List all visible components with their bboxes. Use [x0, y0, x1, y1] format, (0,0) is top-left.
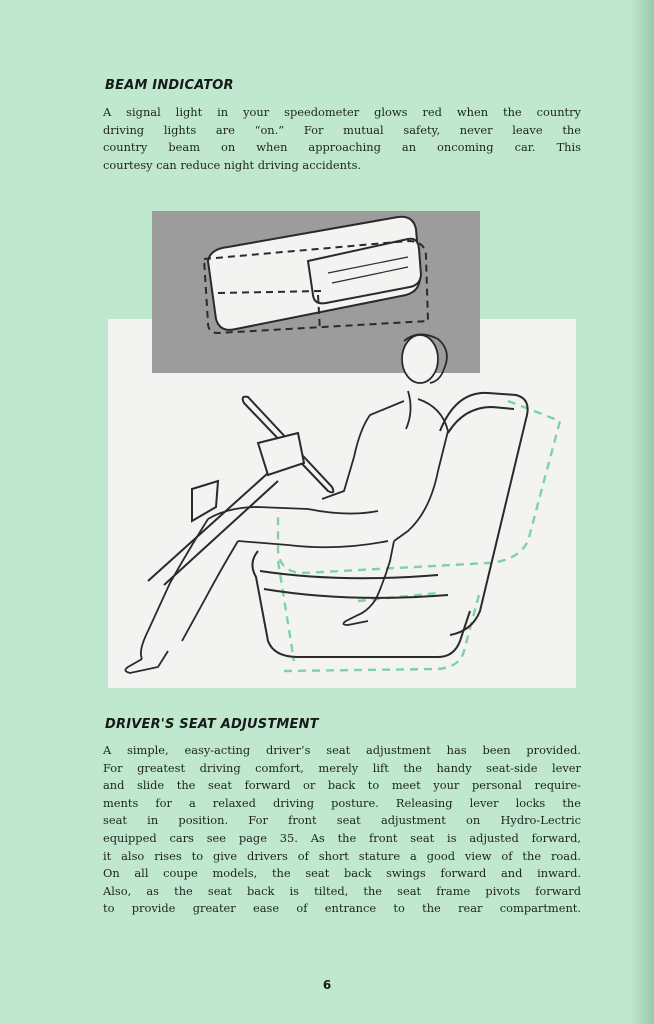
drivers-seat-adjustment-heading: DRIVER'S SEAT ADJUSTMENT	[105, 717, 319, 732]
paragraph-line: to provide greater ease of entrance to the rear compartment.	[103, 901, 581, 916]
paragraph-line: On all coupe models, the seat back swings forward and inward.	[103, 866, 581, 881]
paragraph-line: country beam on when approaching an oncoming car. This	[103, 140, 581, 155]
paragraph-line: ments for a relaxed driving posture. Releasing lever locks the	[103, 795, 581, 810]
paragraph-line: A simple, easy-acting driver’s seat adjustment has been provided.	[103, 743, 581, 757]
paragraph-line: it also rises to give drivers of short stature a good view of the road.	[103, 848, 581, 863]
paragraph-line: For greatest driving comfort, merely lift the handy seat-side lever	[103, 760, 581, 775]
page-edge-shadow	[630, 0, 654, 1024]
page-number: 6	[322, 978, 332, 992]
paragraph-line: equipped cars see page 35. As the front seat is adjusted forward,	[103, 830, 581, 845]
driver-seat-illustration	[108, 211, 576, 688]
paragraph-line: seat in position. For front seat adjustment on Hydro-Lectric	[103, 813, 581, 828]
drivers-seat-adjustment-paragraph	[103, 742, 581, 918]
paragraph-line: driving lights are “on.” For mutual safety, never leave the	[103, 122, 581, 137]
paragraph-line: A signal light in your speedometer glows red when the country	[103, 105, 581, 119]
beam-indicator-paragraph	[103, 104, 581, 174]
paragraph-line: Also, as the seat back is tilted, the seat frame pivots forward	[103, 883, 581, 898]
paragraph-line: and slide the seat forward or back to meet your personal require-	[103, 778, 581, 793]
beam-indicator-heading: BEAM INDICATOR	[105, 78, 234, 93]
paragraph-line: courtesy can reduce night driving accidents.	[103, 157, 362, 172]
